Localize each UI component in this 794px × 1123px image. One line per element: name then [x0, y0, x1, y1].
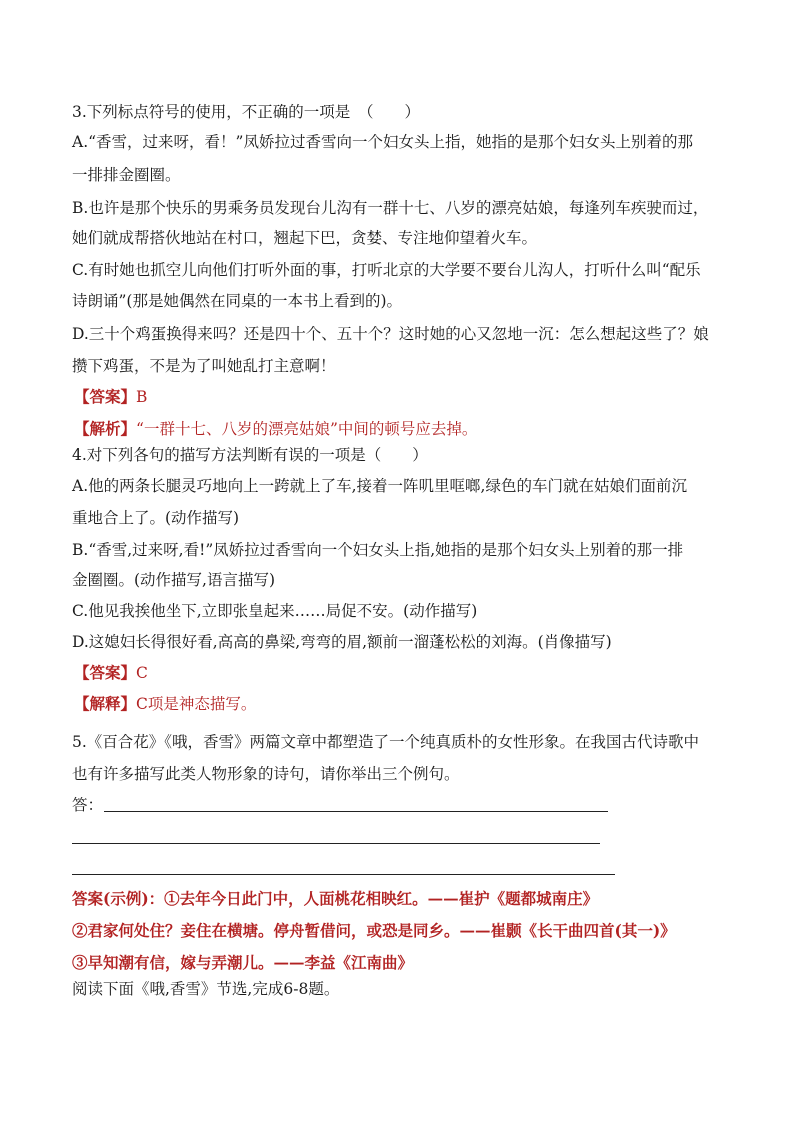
- q4-answer: [74, 663, 148, 683]
- reading-intro: 阅读下面《哦,香雪》节选,完成6-8题。: [72, 980, 340, 998]
- q3-option-b-line2: 她们就成帮搭伙地站在村口，翘起下巴，贪婪、专注地仰望着火车。: [72, 229, 538, 247]
- q3-answer: [74, 387, 147, 407]
- q4-option-c: C.他见我挨他坐下,立即张皇起来……局促不安。(动作描写): [72, 602, 478, 620]
- q4-analysis-label: 【解释】: [74, 694, 137, 713]
- q4-option-b-line2: 金圈圈。(动作描写,语言描写): [72, 571, 276, 589]
- q3-option-c-line2: 诗朗诵”(那是她偶然在同桌的一本书上看到的)。: [72, 292, 403, 310]
- q5-sample-answer-3: ③早知潮有信，嫁与弄潮儿。——李益《江南曲》: [72, 953, 414, 972]
- q3-answer-value: B: [136, 388, 148, 406]
- q4-answer-label: 【答案】: [74, 663, 137, 682]
- q3-answer-label: 【答案】: [74, 387, 137, 406]
- q3-option-a-line2: 一排排金圈圈。: [72, 166, 181, 184]
- q3-option-a-line1: A.“香雪，过来呀，看！”凤娇拉过香雪向一个妇女头上指，她指的是那个妇女头上别着的那: [72, 133, 693, 151]
- q3-option-d-line2: 攒下鸡蛋，不是为了叫她乱打主意啊！: [72, 357, 336, 375]
- q5-sample-answer-2: ②君家何处住？妾住在横塘。停舟暂借问，或恐是同乡。——崔颢《长干曲四首(其一)》: [72, 921, 676, 940]
- q5-sample-answer-1: 答案(示例)：①去年今日此门中，人面桃花相映红。——崔护《题都城南庄》: [72, 889, 599, 908]
- q3-option-b-line1: B.也许是那个快乐的男乘务员发现台儿沟有一群十七、八岁的漂亮姑娘，每逢列车疾驶而过，: [72, 199, 709, 217]
- q4-option-b-line1: B.“香雪,过来呀,看!”凤娇拉过香雪向一个妇女头上指,她指的是那个妇女头上别着的那一排: [72, 541, 684, 559]
- q5-stem-line2: 也有许多描写此类人物形象的诗句，请你举出三个例句。: [72, 765, 460, 783]
- q3-option-d-line1: D.三十个鸡蛋换得来吗？还是四十个、五十个？这时她的心又忽地一沉：怎么想起这些了？娘: [72, 325, 709, 343]
- answer-blank-line-3[interactable]: [72, 874, 615, 875]
- q3-analysis: [74, 419, 477, 439]
- q5-answer-prompt: 答：: [72, 796, 104, 814]
- q3-stem: 3.下列标点符号的使用，不正确的一项是 （ ）: [72, 103, 421, 121]
- q4-option-a-line2: 重地合上了。(动作描写): [72, 509, 240, 527]
- q4-analysis: [74, 694, 256, 714]
- q5-stem-line1: 5.《百合花》《哦，香雪》两篇文章中都塑造了一个纯真质朴的女性形象。在我国古代诗歌中: [72, 733, 700, 751]
- q4-answer-value: C: [136, 664, 148, 682]
- q4-option-a-line1: A.他的两条长腿灵巧地向上一跨就上了车,接着一阵叽里哐啷,绿色的车门就在姑娘们面前沉: [72, 477, 687, 495]
- answer-blank-line-1[interactable]: [104, 811, 608, 812]
- q3-analysis-label: 【解析】: [74, 419, 137, 438]
- q4-analysis-text: C项是神态描写。: [136, 695, 257, 713]
- q3-analysis-text: “一群十七、八岁的漂亮姑娘”中间的顿号应去掉。: [136, 420, 478, 438]
- q4-option-d: D.这媳妇长得很好看,高高的鼻梁,弯弯的眉,额前一溜蓬松松的刘海。(肖像描写): [72, 633, 612, 651]
- q3-option-c-line1: C.有时她也抓空儿向他们打听外面的事，打听北京的大学要不要台儿沟人，打听什么叫“配乐: [72, 261, 701, 279]
- answer-blank-line-2[interactable]: [72, 843, 600, 844]
- q4-stem: 4.对下列各句的描写方法判断有误的一项是（ ）: [72, 446, 428, 464]
